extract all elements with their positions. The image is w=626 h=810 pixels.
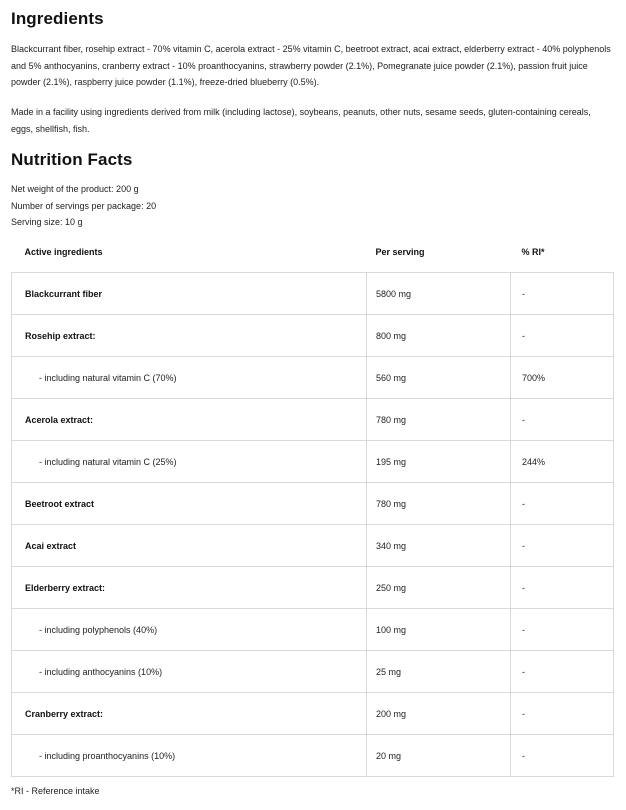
serving-size: Serving size: 10 g — [11, 217, 83, 227]
ingredient-name-cell: - including natural vitamin C (25%) — [12, 441, 367, 483]
ri-footnote: *RI - Reference intake — [11, 786, 100, 796]
ingredients-text: Blackcurrant fiber, rosehip extract - 70% vitamin C, acerola extract - 25% vitamin C, beetroot extract, acai extract, elderberry extract - 40% polyphenols and 5% anthocyanins, cranberry extract - 10% proanthocyanins, strawberry powder (2.1%), Pomegranate juice powder (2.1%), passion fruit juice powder (2.1%), raspberry juice powder (1.1%), freeze-dried blueberry (0.5%). — [11, 44, 611, 87]
ri-cell: - — [511, 651, 614, 693]
ri-cell: 700% — [511, 357, 614, 399]
ri-cell: - — [511, 609, 614, 651]
ingredient-name-cell: Beetroot extract — [12, 483, 367, 525]
table-row — [12, 609, 614, 651]
table-row — [12, 357, 614, 399]
ingredient-name-cell: - including anthocyanins (10%) — [12, 651, 367, 693]
product-meta — [11, 181, 156, 231]
per-serving-cell: 780 mg — [367, 483, 511, 525]
ingredient-name-cell: Blackcurrant fiber — [12, 273, 367, 315]
ri-cell: - — [511, 735, 614, 777]
per-serving-cell: 800 mg — [367, 315, 511, 357]
ingredient-name-cell: - including polyphenols (40%) — [12, 609, 367, 651]
ri-cell: - — [511, 273, 614, 315]
ingredient-name-cell: - including natural vitamin C (70%) — [12, 357, 367, 399]
table-row — [12, 315, 614, 357]
per-serving-cell: 25 mg — [367, 651, 511, 693]
per-serving-cell: 195 mg — [367, 441, 511, 483]
net-weight: Net weight of the product: 200 g — [11, 184, 139, 194]
table-row — [12, 735, 614, 777]
per-serving-cell: 20 mg — [367, 735, 511, 777]
table-row — [12, 441, 614, 483]
ri-cell: - — [511, 567, 614, 609]
ri-cell: - — [511, 399, 614, 441]
per-serving-cell: 200 mg — [367, 693, 511, 735]
column-header-active-ingredients: Active ingredients — [24, 247, 103, 257]
table-row — [12, 525, 614, 567]
per-serving-cell: 5800 mg — [367, 273, 511, 315]
column-header-per-serving: Per serving — [375, 247, 425, 257]
table-row — [12, 483, 614, 525]
ingredient-name-cell: Acerola extract: — [12, 399, 367, 441]
ri-cell: - — [511, 693, 614, 735]
table-row — [12, 399, 614, 441]
table-row — [12, 567, 614, 609]
table-row — [12, 693, 614, 735]
ri-cell: - — [511, 315, 614, 357]
table-row — [12, 651, 614, 693]
column-header-ri: % RI* — [521, 247, 545, 257]
table-header-row — [12, 232, 614, 273]
ingredient-name-cell: - including proanthocyanins (10%) — [12, 735, 367, 777]
ingredients-heading: Ingredients — [11, 9, 104, 28]
ingredient-name-cell: Acai extract — [12, 525, 367, 567]
ri-cell: - — [511, 483, 614, 525]
ingredient-name-cell: Cranberry extract: — [12, 693, 367, 735]
ingredient-name-cell: Elderberry extract: — [12, 567, 367, 609]
per-serving-cell: 250 mg — [367, 567, 511, 609]
nutrition-facts-heading: Nutrition Facts — [11, 150, 133, 169]
allergen-statement: Made in a facility using ingredients derived from milk (including lactose), soybeans, peanuts, other nuts, sesame seeds, gluten-containing cereals, eggs, shellfish, fish. — [11, 107, 591, 134]
per-serving-cell: 100 mg — [367, 609, 511, 651]
per-serving-cell: 780 mg — [367, 399, 511, 441]
servings-per-package: Number of servings per package: 20 — [11, 200, 157, 211]
ri-cell: 244% — [511, 441, 614, 483]
per-serving-cell: 560 mg — [367, 357, 511, 399]
table-row — [12, 273, 614, 315]
per-serving-cell: 340 mg — [367, 525, 511, 567]
nutrition-table — [11, 232, 614, 777]
ingredient-name-cell: Rosehip extract: — [12, 315, 367, 357]
ri-cell: - — [511, 525, 614, 567]
